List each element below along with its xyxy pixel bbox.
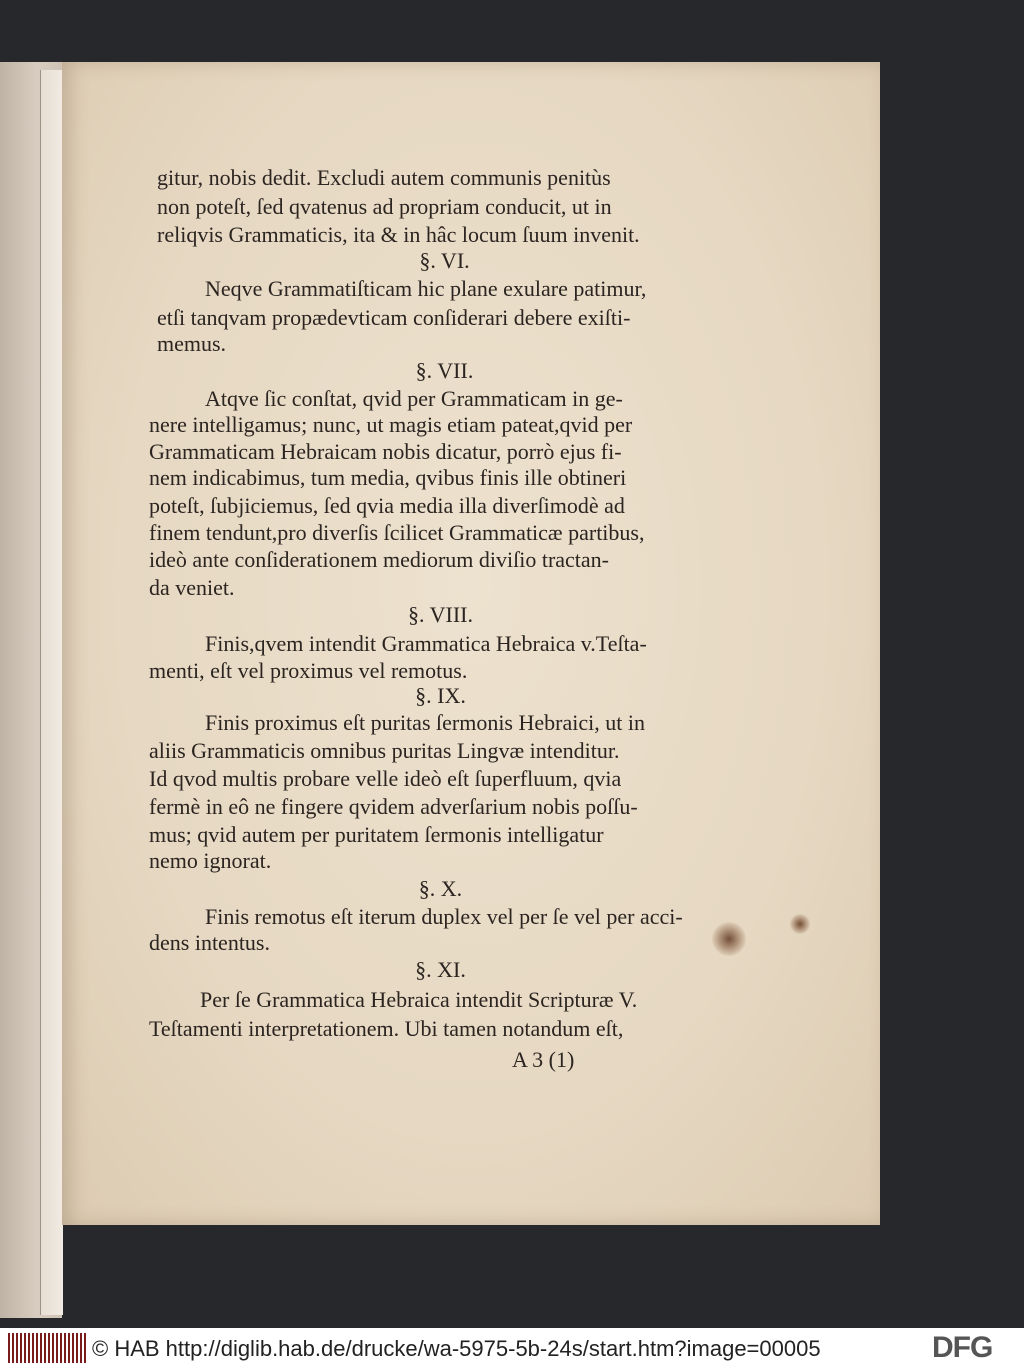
page-gutter [40, 70, 63, 1315]
text-line: Finis remotus eſt iterum duplex vel per ſe vel per acci- [205, 904, 683, 929]
text-line: aliis Grammaticis omnibus puritas Lingvæ intenditur. [149, 738, 620, 763]
text-line: non poteſt, ſed qvatenus ad propriam conducit, ut in [157, 194, 612, 219]
text-line: dens intentus. [149, 930, 270, 955]
text-line: Atqve ſic conſtat, qvid per Grammaticam in ge- [205, 386, 623, 411]
text-line: Finis,qvem intendit Grammatica Hebraica v.Teſta- [205, 631, 647, 656]
text-line: da veniet. [149, 575, 235, 600]
signature-mark: A 3 (1) [512, 1047, 575, 1072]
text-line: fermè in eô ne fingere qvidem adverſarium nobis poſſu- [149, 794, 638, 819]
ink-stain-small [790, 914, 810, 934]
section-heading: §. X. [418, 876, 463, 901]
text-line: menti, eſt vel proximus vel remotus. [149, 658, 468, 683]
dfg-logo: DFG [932, 1331, 993, 1364]
text-line: nemo ignorat. [149, 848, 272, 873]
text-line: ideò ante conſiderationem mediorum diviſio tractan- [149, 547, 610, 572]
text-line: Per ſe Grammatica Hebraica intendit Scripturæ V. [200, 987, 638, 1012]
text-line: poteſt, ſubjiciemus, ſed qvia media illa diverſimodè ad [149, 493, 625, 518]
text-line: Grammaticam Hebraicam nobis dicatur, porrò ejus fi- [149, 439, 622, 464]
text-line: nere intelligamus; nunc, ut magis etiam pateat,qvid per [149, 412, 633, 437]
section-heading: §. XI. [415, 957, 466, 982]
text-line: nem indicabimus, tum media, qvibus finis ille obtineri [149, 465, 627, 490]
text-line: Finis proximus eſt puritas ſermonis Hebraici, ut in [205, 710, 645, 735]
text-line: Id qvod multis probare velle ideò eſt ſuperfluum, qvia [149, 766, 622, 791]
text-line: mus; qvid autem per puritatem ſermonis intelligatur [149, 822, 604, 847]
text-line: Neqve Grammatiſticam hic plane exulare patimur, [205, 276, 647, 301]
section-heading: §. VI. [419, 248, 470, 273]
text-line: Teſtamenti interpretationem. Ubi tamen notandum eſt, [149, 1016, 624, 1041]
section-heading: §. VII. [415, 358, 474, 383]
text-line: etſi tanqvam propædevticam conſiderari debere exiſti- [157, 305, 631, 330]
text-line: memus. [157, 331, 227, 356]
text-line: reliqvis Grammaticis, ita & in hâc locum ſuum invenit. [157, 222, 640, 247]
barcode-icon [8, 1333, 86, 1363]
text-line: finem tendunt,pro diverſis ſcilicet Grammaticæ partibus, [149, 520, 645, 545]
section-heading: §. IX. [415, 683, 466, 708]
text-line: gitur, nobis dedit. Excludi autem communis penitùs [157, 165, 611, 190]
section-heading: §. VIII. [408, 602, 473, 627]
copyright-link[interactable]: © HAB http://diglib.hab.de/drucke/wa-5975-5b-24s/start.htm?image=00005 [92, 1336, 821, 1361]
